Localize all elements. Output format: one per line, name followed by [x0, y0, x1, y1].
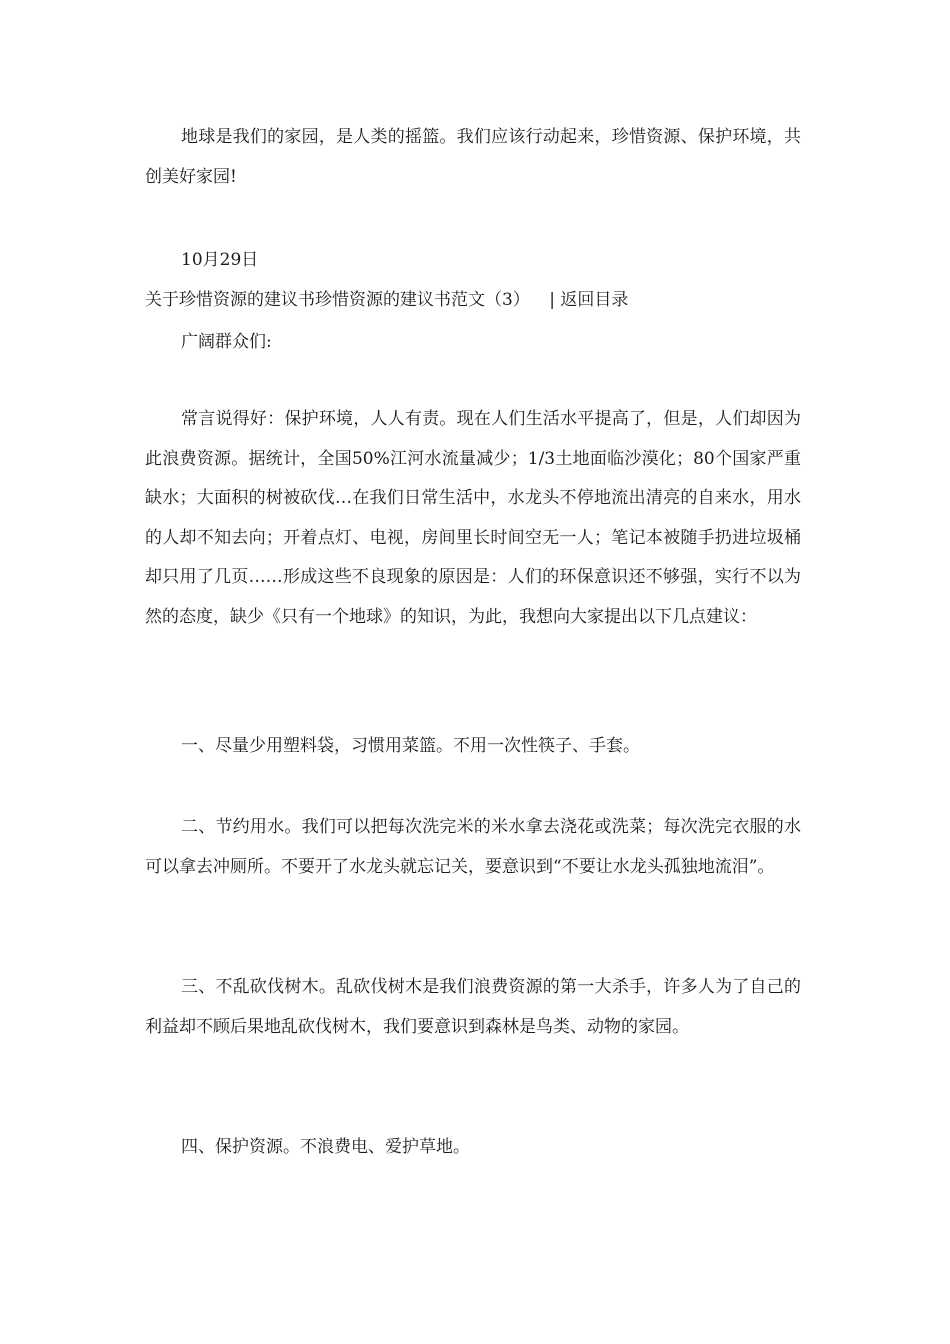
section-title: 关于珍惜资源的建议书珍惜资源的建议书范文（3）: [145, 290, 530, 310]
section-heading: [145, 286, 628, 314]
suggestion-1: 一、尽量少用塑料袋，习惯用菜篮。不用一次性筷子、手套。: [181, 736, 640, 756]
date-line: 10月29日: [181, 250, 259, 270]
salutation: 广阔群众们:: [181, 332, 272, 352]
heading-separator: |: [549, 290, 555, 310]
closing-paragraph: 地球是我们的家园，是人类的摇篮。我们应该行动起来，珍惜资源、保护环境，共创美好家园!: [145, 127, 801, 187]
suggestion-4: 四、保护资源。不浪费电、爱护草地。: [181, 1137, 470, 1157]
intro-paragraph: 常言说得好：保护环境，人人有责。现在人们生活水平提高了，但是，人们却因为此浪费资源。据统计，全国50%江河水流量减少；1/3土地面临沙漠化；80个国家严重缺水；大面积的树被砍伐…在我们日常生活中，水龙头不停地流出清亮的自来水，用水的人却不知去向；开着点灯、电视，房间里长时间空无一人；笔记本被随手扔进垃圾桶却只用了几页……形成这些不良现象的原因是：人们的环保意识还不够强，实行不以为然的态度，缺少《只有一个地球》的知识，为此，我想向大家提出以下几点建议：: [145, 409, 801, 627]
suggestion-2: 二、节约用水。我们可以把每次洗完米的米水拿去浇花或洗菜；每次洗完衣服的水可以拿去冲厕所。不要开了水龙头就忘记关，要意识到“不要让水龙头孤独地流泪”。: [145, 817, 801, 877]
return-to-toc-link[interactable]: 返回目录: [560, 290, 629, 310]
suggestion-3: 三、不乱砍伐树木。乱砍伐树木是我们浪费资源的第一大杀手，许多人为了自己的利益却不顾后果地乱砍伐树木，我们要意识到森林是鸟类、动物的家园。: [145, 977, 801, 1037]
